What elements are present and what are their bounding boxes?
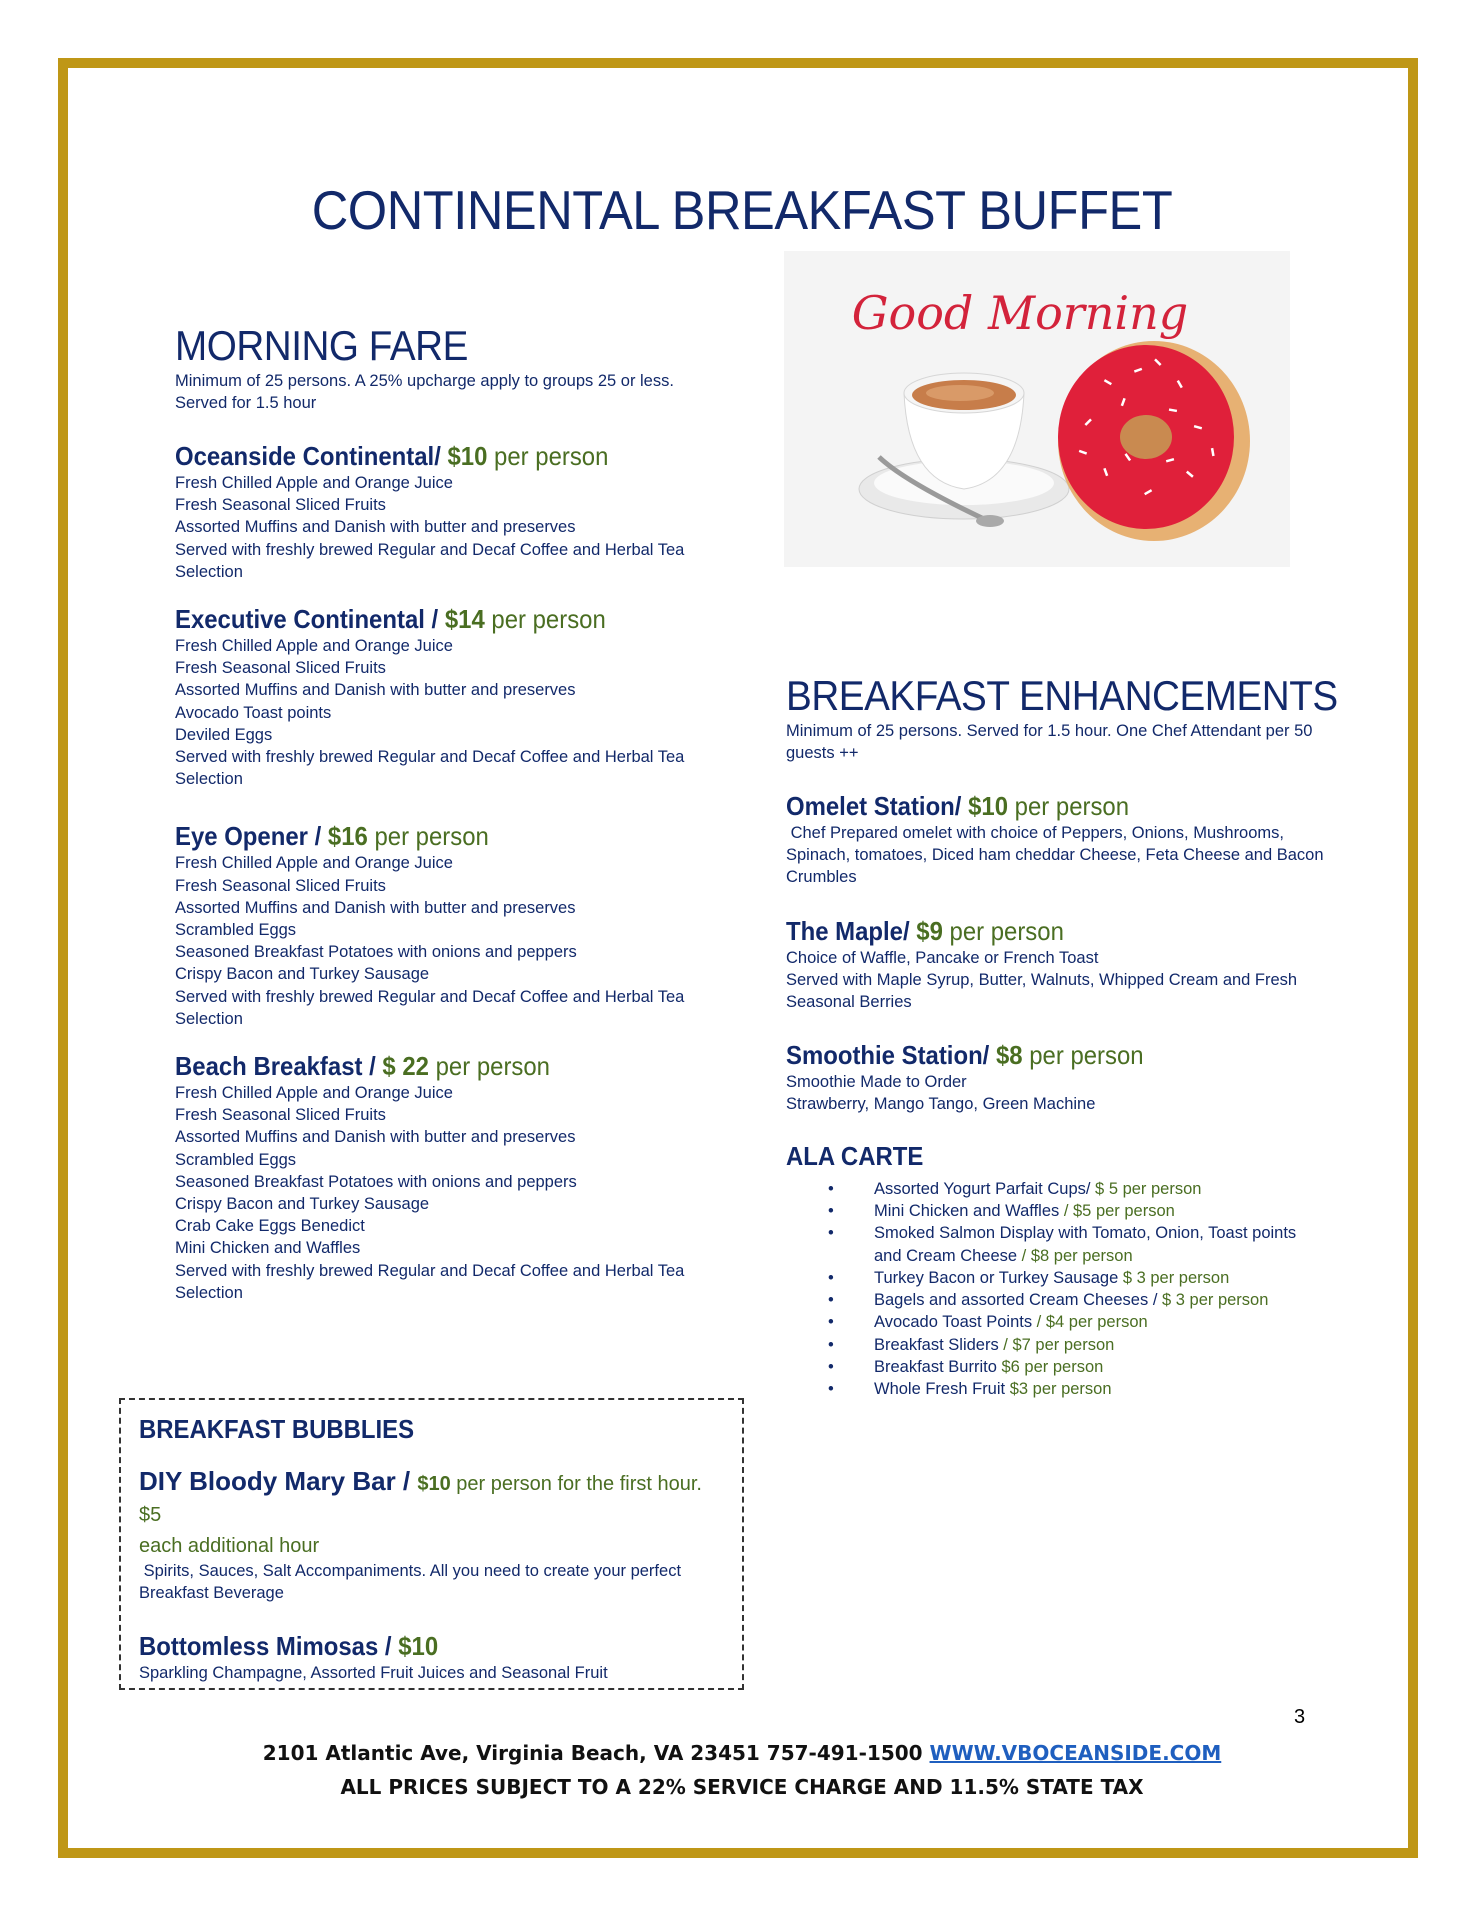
menu-item-smoothie-station bbox=[786, 1039, 1346, 1115]
item-line: Sparkling Champagne, Assorted Fruit Juices and Seasonal Fruit bbox=[139, 1664, 608, 1683]
ala-carte-section bbox=[786, 1140, 1346, 1401]
good-morning-photo bbox=[784, 251, 1290, 567]
photo-caption: Good Morning bbox=[851, 286, 1189, 340]
item-heading: Beach Breakfast / $ 22 per person bbox=[175, 1051, 550, 1082]
item-line: Strawberry, Mango Tango, Green Machine bbox=[786, 1095, 1096, 1114]
morning-fare-heading: MORNING FARE bbox=[175, 322, 468, 369]
item-heading: DIY Bloody Mary Bar / $10 per person for the first hour. $5 each additional hour bbox=[139, 1466, 702, 1557]
item-line: Fresh Chilled Apple and Orange Juice bbox=[175, 637, 453, 656]
menu-item-eye-opener bbox=[175, 820, 735, 1030]
bullet-icon: • bbox=[828, 1335, 834, 1354]
footer-address-line: 2101 Atlantic Ave, Virginia Beach, VA 23451 757-491-1500 WWW.VBOCEANSIDE.COM bbox=[262, 1741, 1222, 1765]
page-title: CONTINENTAL BREAKFAST BUFFET bbox=[311, 179, 1173, 241]
item-line: Crispy Bacon and Turkey Sausage bbox=[175, 1195, 430, 1214]
item-heading: The Maple/ $9 per person bbox=[786, 915, 1064, 946]
website-link[interactable]: WWW.VBOCEANSIDE.COM bbox=[929, 1741, 1222, 1765]
list-item: • Mini Chicken and Waffles / $5 per person bbox=[786, 1200, 1346, 1222]
item-line: Fresh Chilled Apple and Orange Juice bbox=[175, 1084, 453, 1103]
list-item: • Bagels and assorted Cream Cheeses / $ 3 per person bbox=[786, 1289, 1346, 1311]
item-line: Mini Chicken and Waffles bbox=[175, 1239, 361, 1258]
item-line: Scrambled Eggs bbox=[175, 921, 297, 940]
menu-item-the-maple bbox=[786, 915, 1346, 1014]
item-heading: Executive Continental / $14 per person bbox=[175, 604, 606, 635]
item-line: Scrambled Eggs bbox=[175, 1150, 297, 1169]
item-line: Breakfast Beverage bbox=[139, 1584, 284, 1603]
item-heading: Bottomless Mimosas / $10 bbox=[139, 1631, 439, 1662]
list-item: • Turkey Bacon or Turkey Sausage $ 3 per person bbox=[786, 1267, 1346, 1289]
menu-item-beach-breakfast bbox=[175, 1050, 735, 1304]
bubblies-heading: BREAKFAST BUBBLIES bbox=[139, 1414, 415, 1444]
enhancements-section bbox=[786, 672, 1346, 1401]
coffee-donut-illustration bbox=[784, 251, 1290, 567]
menu-item-executive bbox=[175, 603, 735, 790]
item-line: Served with freshly brewed Regular and Decaf Coffee and Herbal Tea bbox=[175, 540, 685, 559]
list-item: • Breakfast Burrito $6 per person bbox=[786, 1356, 1346, 1378]
breakfast-bubblies-box bbox=[119, 1398, 744, 1690]
item-line: Fresh Chilled Apple and Orange Juice bbox=[175, 854, 453, 873]
ala-carte-list bbox=[786, 1178, 1346, 1401]
item-line: Selection bbox=[175, 562, 243, 581]
bullet-icon: • bbox=[828, 1179, 834, 1198]
item-line: Served with Maple Syrup, Butter, Walnuts, Whipped Cream and Fresh bbox=[786, 970, 1298, 989]
item-line: Assorted Muffins and Danish with butter and preserves bbox=[175, 518, 576, 537]
list-item: • Breakfast Sliders / $7 per person bbox=[786, 1334, 1346, 1356]
item-line: Assorted Muffins and Danish with butter and preserves bbox=[175, 1128, 576, 1147]
item-line: Crispy Bacon and Turkey Sausage bbox=[175, 965, 430, 984]
menu-item-omelet-station bbox=[786, 790, 1346, 889]
item-line: Crumbles bbox=[786, 868, 857, 887]
menu-item-oceanside bbox=[175, 440, 735, 583]
item-line: Smoothie Made to Order bbox=[786, 1073, 967, 1092]
item-line: Fresh Seasonal Sliced Fruits bbox=[175, 1106, 386, 1125]
item-line: Served with freshly brewed Regular and Decaf Coffee and Herbal Tea bbox=[175, 987, 685, 1006]
bullet-icon: • bbox=[828, 1291, 834, 1310]
item-line: Chef Prepared omelet with choice of Peppers, Onions, Mushrooms, bbox=[786, 824, 1284, 842]
item-line: Fresh Seasonal Sliced Fruits bbox=[175, 876, 386, 895]
bullet-icon: • bbox=[828, 1201, 834, 1220]
item-line: Assorted Muffins and Danish with butter and preserves bbox=[175, 898, 576, 917]
enhancements-heading: BREAKFAST ENHANCEMENTS bbox=[786, 672, 1338, 719]
item-line: Spinach, tomatoes, Diced ham cheddar Cheese, Feta Cheese and Bacon bbox=[786, 846, 1324, 865]
item-line: Seasoned Breakfast Potatoes with onions and peppers bbox=[175, 943, 577, 962]
morning-fare-note: Minimum of 25 persons. A 25% upcharge apply to groups 25 or less. Served for 1.5 hour bbox=[175, 372, 674, 412]
list-item: • Whole Fresh Fruit $3 per person bbox=[786, 1378, 1346, 1400]
item-line: Spirits, Sauces, Salt Accompaniments. All you need to create your perfect bbox=[139, 1562, 682, 1580]
list-item: • Assorted Yogurt Parfait Cups/ $ 5 per person bbox=[786, 1178, 1346, 1200]
enhancements-note: Minimum of 25 persons. Served for 1.5 hour. One Chef Attendant per 50 guests ++ bbox=[786, 722, 1313, 762]
item-line: Served with freshly brewed Regular and Decaf Coffee and Herbal Tea bbox=[175, 748, 685, 767]
item-heading: Omelet Station/ $10 per person bbox=[786, 791, 1130, 821]
item-line: Avocado Toast points bbox=[175, 703, 332, 722]
menu-item-mimosas bbox=[139, 1630, 724, 1684]
menu-item-bloody-mary bbox=[139, 1467, 724, 1604]
morning-fare-section bbox=[175, 322, 735, 1304]
item-line: Assorted Muffins and Danish with butter and preserves bbox=[175, 681, 576, 700]
item-line: Fresh Seasonal Sliced Fruits bbox=[175, 496, 386, 515]
item-line: Selection bbox=[175, 1283, 243, 1302]
bullet-icon: • bbox=[828, 1268, 834, 1287]
list-item: • Avocado Toast Points / $4 per person bbox=[786, 1311, 1346, 1333]
bullet-icon: • bbox=[828, 1380, 834, 1399]
item-heading: Eye Opener / $16 per person bbox=[175, 821, 489, 852]
item-line: Crab Cake Eggs Benedict bbox=[175, 1217, 365, 1236]
bullet-icon: • bbox=[828, 1313, 834, 1332]
item-line: Fresh Seasonal Sliced Fruits bbox=[175, 659, 386, 678]
item-line: Choice of Waffle, Pancake or French Toast bbox=[786, 948, 1099, 967]
bullet-icon: • bbox=[828, 1224, 834, 1243]
list-item: • Smoked Salmon Display with Tomato, Onion, Toast points and Cream Cheese / $8 per person bbox=[828, 1224, 1297, 1265]
page-number: 3 bbox=[1294, 1706, 1306, 1728]
item-line: Seasoned Breakfast Potatoes with onions and peppers bbox=[175, 1172, 577, 1191]
item-line: Selection bbox=[175, 770, 243, 789]
item-heading: Smoothie Station/ $8 per person bbox=[786, 1040, 1144, 1071]
footer bbox=[0, 1736, 1484, 1804]
item-heading: Oceanside Continental/ $10 per person bbox=[175, 441, 609, 471]
item-line: Fresh Chilled Apple and Orange Juice bbox=[175, 474, 453, 492]
footer-notice: ALL PRICES SUBJECT TO A 22% SERVICE CHARGE AND 11.5% STATE TAX bbox=[340, 1775, 1144, 1799]
bullet-icon: • bbox=[828, 1358, 834, 1376]
item-line: Deviled Eggs bbox=[175, 725, 273, 744]
item-line: Seasonal Berries bbox=[786, 993, 912, 1012]
item-line: Served with freshly brewed Regular and Decaf Coffee and Herbal Tea bbox=[175, 1261, 685, 1280]
ala-carte-heading: ALA CARTE bbox=[786, 1140, 924, 1171]
item-line: Selection bbox=[175, 1009, 243, 1028]
